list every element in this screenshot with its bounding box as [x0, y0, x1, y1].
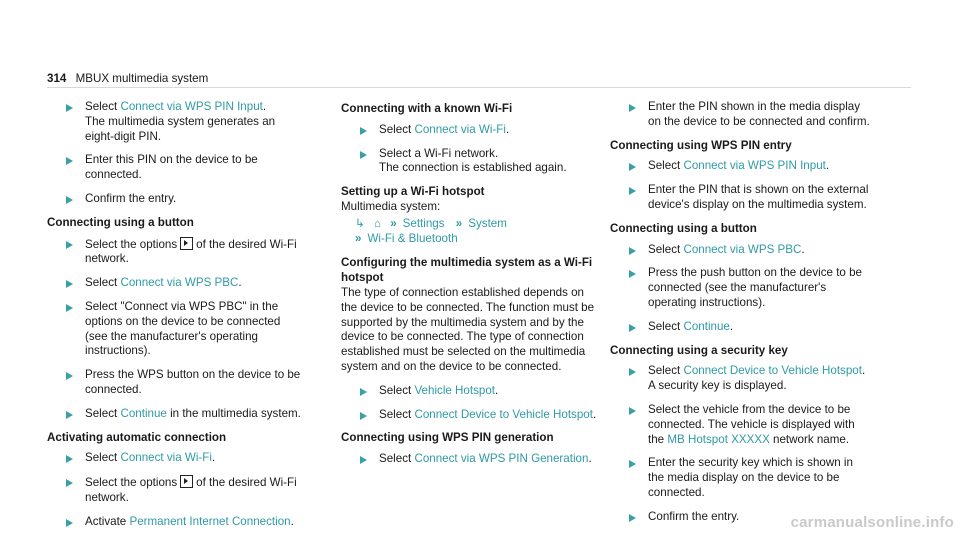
action-arrow-icon — [360, 412, 367, 420]
step-select-wps-pin-generation: Select Connect via WPS PIN Generation. — [341, 452, 603, 467]
step-description: A security key is displayed. — [648, 379, 787, 393]
column-3 — [610, 100, 872, 534]
path-settings[interactable]: Settings — [402, 216, 445, 230]
action-arrow-icon — [629, 407, 636, 415]
menu-link-connect-via-wps-pbc[interactable]: Connect via WPS PBC — [120, 276, 239, 290]
watermark: carmanualsonline.info — [790, 514, 954, 532]
action-arrow-icon — [66, 241, 73, 249]
action-arrow-icon — [629, 187, 636, 195]
step-confirm: Confirm the entry. — [47, 192, 305, 207]
menu-link-connect-via-wifi[interactable]: Connect via Wi-Fi — [414, 122, 506, 136]
home-icon[interactable]: ⌂ — [373, 216, 381, 230]
menu-link-continue[interactable]: Continue — [683, 319, 730, 333]
step-select-options: Select the options of the desired Wi-Fi network. — [47, 237, 305, 268]
action-arrow-icon — [629, 368, 636, 376]
menu-link-connect-via-wps-pin-generation[interactable]: Connect via WPS PIN Generation — [414, 452, 589, 466]
chevron-right-icon: » — [390, 216, 397, 230]
menu-link-permanent-internet-connection[interactable]: Permanent Internet Connection — [129, 514, 291, 528]
menu-link-connect-via-wps-pbc[interactable]: Connect via WPS PBC — [683, 242, 802, 256]
step-select-wps-pbc: Select Connect via WPS PBC. — [610, 243, 872, 258]
multimedia-label: Multimedia system: — [341, 199, 441, 213]
step-press-wps: Press the WPS button on the device to be connected. — [47, 368, 305, 398]
action-arrow-icon — [360, 456, 367, 464]
page-header — [47, 72, 208, 87]
action-arrow-icon — [629, 163, 636, 171]
section-heading: Connecting using WPS PIN generation — [341, 431, 554, 445]
action-arrow-icon — [360, 151, 367, 159]
menu-link-continue[interactable]: Continue — [120, 406, 167, 420]
action-arrow-icon — [360, 388, 367, 396]
action-arrow-icon — [66, 304, 73, 312]
step-activate-permanent: Activate Permanent Internet Connection. — [47, 515, 305, 530]
menu-link-connect-device-to-vehicle-hotspot[interactable]: Connect Device to Vehicle Hotspot — [683, 364, 862, 378]
action-arrow-icon — [629, 270, 636, 278]
step-connect-device: Select Connect Device to Vehicle Hotspot. A security key is displayed. — [610, 364, 872, 394]
step-enter-security-key: Enter the security key which is shown in the media display on the device to be connected. — [610, 456, 872, 500]
section-heading: Connecting using WPS PIN entry — [610, 138, 792, 152]
section-heading: Connecting using a button — [47, 215, 194, 229]
path-wifi-bluetooth[interactable]: Wi-Fi & Bluetooth — [367, 231, 458, 245]
step-enter-external-pin: Enter the PIN that is shown on the external device's display on the multimedia system. — [610, 183, 872, 213]
column-1 — [47, 100, 305, 539]
step-select-wps-pbc: Select Connect via WPS PBC. — [47, 276, 305, 291]
menu-link-connect-via-wps-pin-input[interactable]: Connect via WPS PIN Input — [683, 159, 826, 173]
menu-link-connect-device-to-vehicle-hotspot[interactable]: Connect Device to Vehicle Hotspot — [414, 407, 593, 421]
column-2 — [341, 100, 603, 476]
step-select-wifi: Select Connect via Wi-Fi. — [341, 123, 603, 138]
step-connect-device: Select Connect Device to Vehicle Hotspot. — [341, 408, 603, 423]
step-select-on-device: Select "Connect via WPS PBC" in the options on the device to be connected (see the manufacturer's operating instructions). — [47, 300, 305, 359]
section-heading: Configuring the multimedia system as a Wi-Fi hotspot — [341, 256, 593, 285]
section-heading: Activating automatic connection — [47, 430, 227, 444]
action-arrow-icon — [66, 104, 73, 112]
action-arrow-icon — [66, 519, 73, 527]
header-divider — [47, 87, 911, 88]
menu-link-vehicle-hotspot[interactable]: Vehicle Hotspot — [414, 383, 496, 397]
step-select-continue: Select Continue. — [610, 320, 872, 335]
step-select-wps-pin-input: Select Connect via WPS PIN Input. — [610, 159, 872, 174]
menu-link-connect-via-wifi[interactable]: Connect via Wi-Fi — [120, 451, 212, 465]
step-select-network: Select a Wi-Fi network. The connection is established again. — [341, 147, 603, 177]
chevron-right-icon: » — [455, 216, 463, 230]
page-title: MBUX multimedia system — [75, 72, 209, 85]
options-icon — [180, 475, 193, 488]
step-enter-shown-pin: Enter the PIN shown in the media display on the device to be connected and confirm. — [610, 100, 872, 130]
action-arrow-icon — [66, 157, 73, 165]
action-arrow-icon — [360, 127, 367, 135]
section-heading: Connecting using a button — [610, 221, 757, 235]
menu-link-connect-via-wps-pin-input[interactable]: Connect via WPS PIN Input — [120, 100, 263, 113]
step-description: The multimedia system generates an eight-digit PIN. — [85, 114, 276, 143]
step-enter-pin: Enter this PIN on the device to be connected. — [47, 153, 305, 183]
action-arrow-icon — [66, 280, 73, 288]
action-arrow-icon — [66, 196, 73, 204]
action-arrow-icon — [629, 324, 636, 332]
action-arrow-icon — [629, 247, 636, 255]
section-heading: Setting up a Wi-Fi hotspot — [341, 185, 485, 199]
action-arrow-icon — [629, 104, 636, 112]
step-select-vehicle-hotspot: Select Vehicle Hotspot. — [341, 384, 603, 399]
step-select-continue: Select Continue in the multimedia system. — [47, 407, 305, 422]
action-arrow-icon — [66, 479, 73, 487]
action-arrow-icon — [66, 411, 73, 419]
network-name-mb-hotspot: MB Hotspot XXXXX — [667, 432, 770, 446]
section-heading: Connecting with a known Wi-Fi — [341, 102, 513, 115]
step-description: The connection is established again. — [379, 161, 567, 175]
options-icon — [180, 237, 193, 250]
config-paragraph: The type of connection established depends on the device to be connected. The function must be supported by the multimedia system and by the device to be connected. The type of connection established must be selected on the multimedia system and on the device to be connected. — [341, 285, 595, 373]
action-arrow-icon — [629, 514, 636, 522]
action-arrow-icon — [629, 460, 636, 468]
path-system[interactable]: System — [468, 216, 507, 230]
chevron-right-icon: » — [355, 231, 362, 245]
enter-arrow-icon: ↳ — [355, 216, 365, 230]
action-arrow-icon — [66, 455, 73, 463]
step-select-vehicle: Select the vehicle from the device to be connected. The vehicle is displayed with the MB Hotspot XXXXX network name. — [610, 403, 872, 447]
section-heading: Connecting using a security key — [610, 343, 788, 357]
action-arrow-icon — [66, 372, 73, 380]
page-number: 314 — [47, 72, 67, 85]
menu-path — [341, 217, 603, 247]
step-select-wifi: Select Connect via Wi-Fi. — [47, 451, 305, 466]
step-select-options: Select the options of the desired Wi-Fi network. — [47, 475, 305, 506]
step-select-wps-pin-input: Select Connect via WPS PIN Input. The multimedia system generates an eight-digit PIN. — [47, 100, 305, 144]
step-press-push-button: Press the push button on the device to be connected (see the manufacturer's operating instructions). — [610, 266, 872, 310]
step-confirm: Confirm the entry. — [610, 510, 872, 525]
